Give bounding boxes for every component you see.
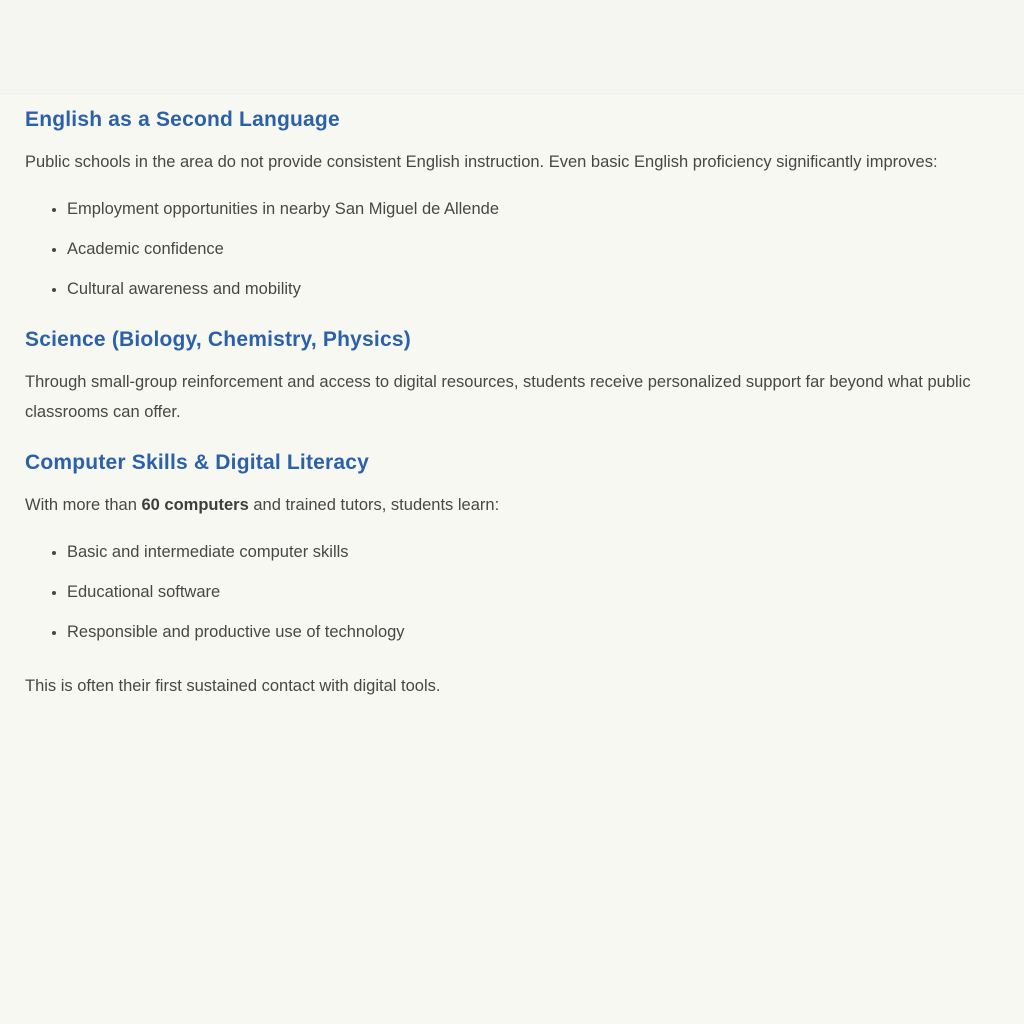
- closing-paragraph: This is often their first sustained contact with digital tools.: [25, 677, 441, 696]
- section-heading-computer-skills: Computer Skills & Digital Literacy: [25, 451, 370, 475]
- paragraph-text-before-bold: With more than: [25, 496, 142, 515]
- paragraph-bold-phrase: 60 computers: [141, 496, 249, 515]
- list-item: • Basic and intermediate computer skills: [67, 537, 997, 567]
- section-heading-esl: English as a Second Language: [25, 108, 340, 131]
- section-science: [25, 328, 997, 427]
- section-paragraph-computer-skills: [25, 490, 997, 520]
- list-item: • Cultural awareness and mobility: [67, 274, 997, 304]
- list-item: • Responsible and productive use of technology: [67, 617, 997, 647]
- section-english-second-language: [25, 108, 997, 304]
- bullet-list-computer-skills: [25, 537, 997, 647]
- bullet-list-esl: [25, 194, 997, 304]
- list-item: • Academic confidence: [67, 234, 997, 264]
- section-paragraph-science: Through small-group reinforcement and access to digital resources, students receive personalized support far beyond what public classrooms can offer.: [25, 373, 971, 422]
- section-paragraph-esl: Public schools in the area do not provide consistent English instruction. Even basic English proficiency significantly improves:: [25, 153, 938, 172]
- section-heading-science: Science (Biology, Chemistry, Physics): [25, 328, 411, 352]
- section-computer-skills: [25, 451, 997, 647]
- list-item: • Educational software: [67, 577, 997, 607]
- list-item: • Employment opportunities in nearby San Miguel de Allende: [67, 194, 997, 224]
- page-top-band: [0, 0, 1024, 96]
- paragraph-text-after-bold: and trained tutors, students learn:: [248, 496, 500, 515]
- article-content: [0, 95, 1024, 718]
